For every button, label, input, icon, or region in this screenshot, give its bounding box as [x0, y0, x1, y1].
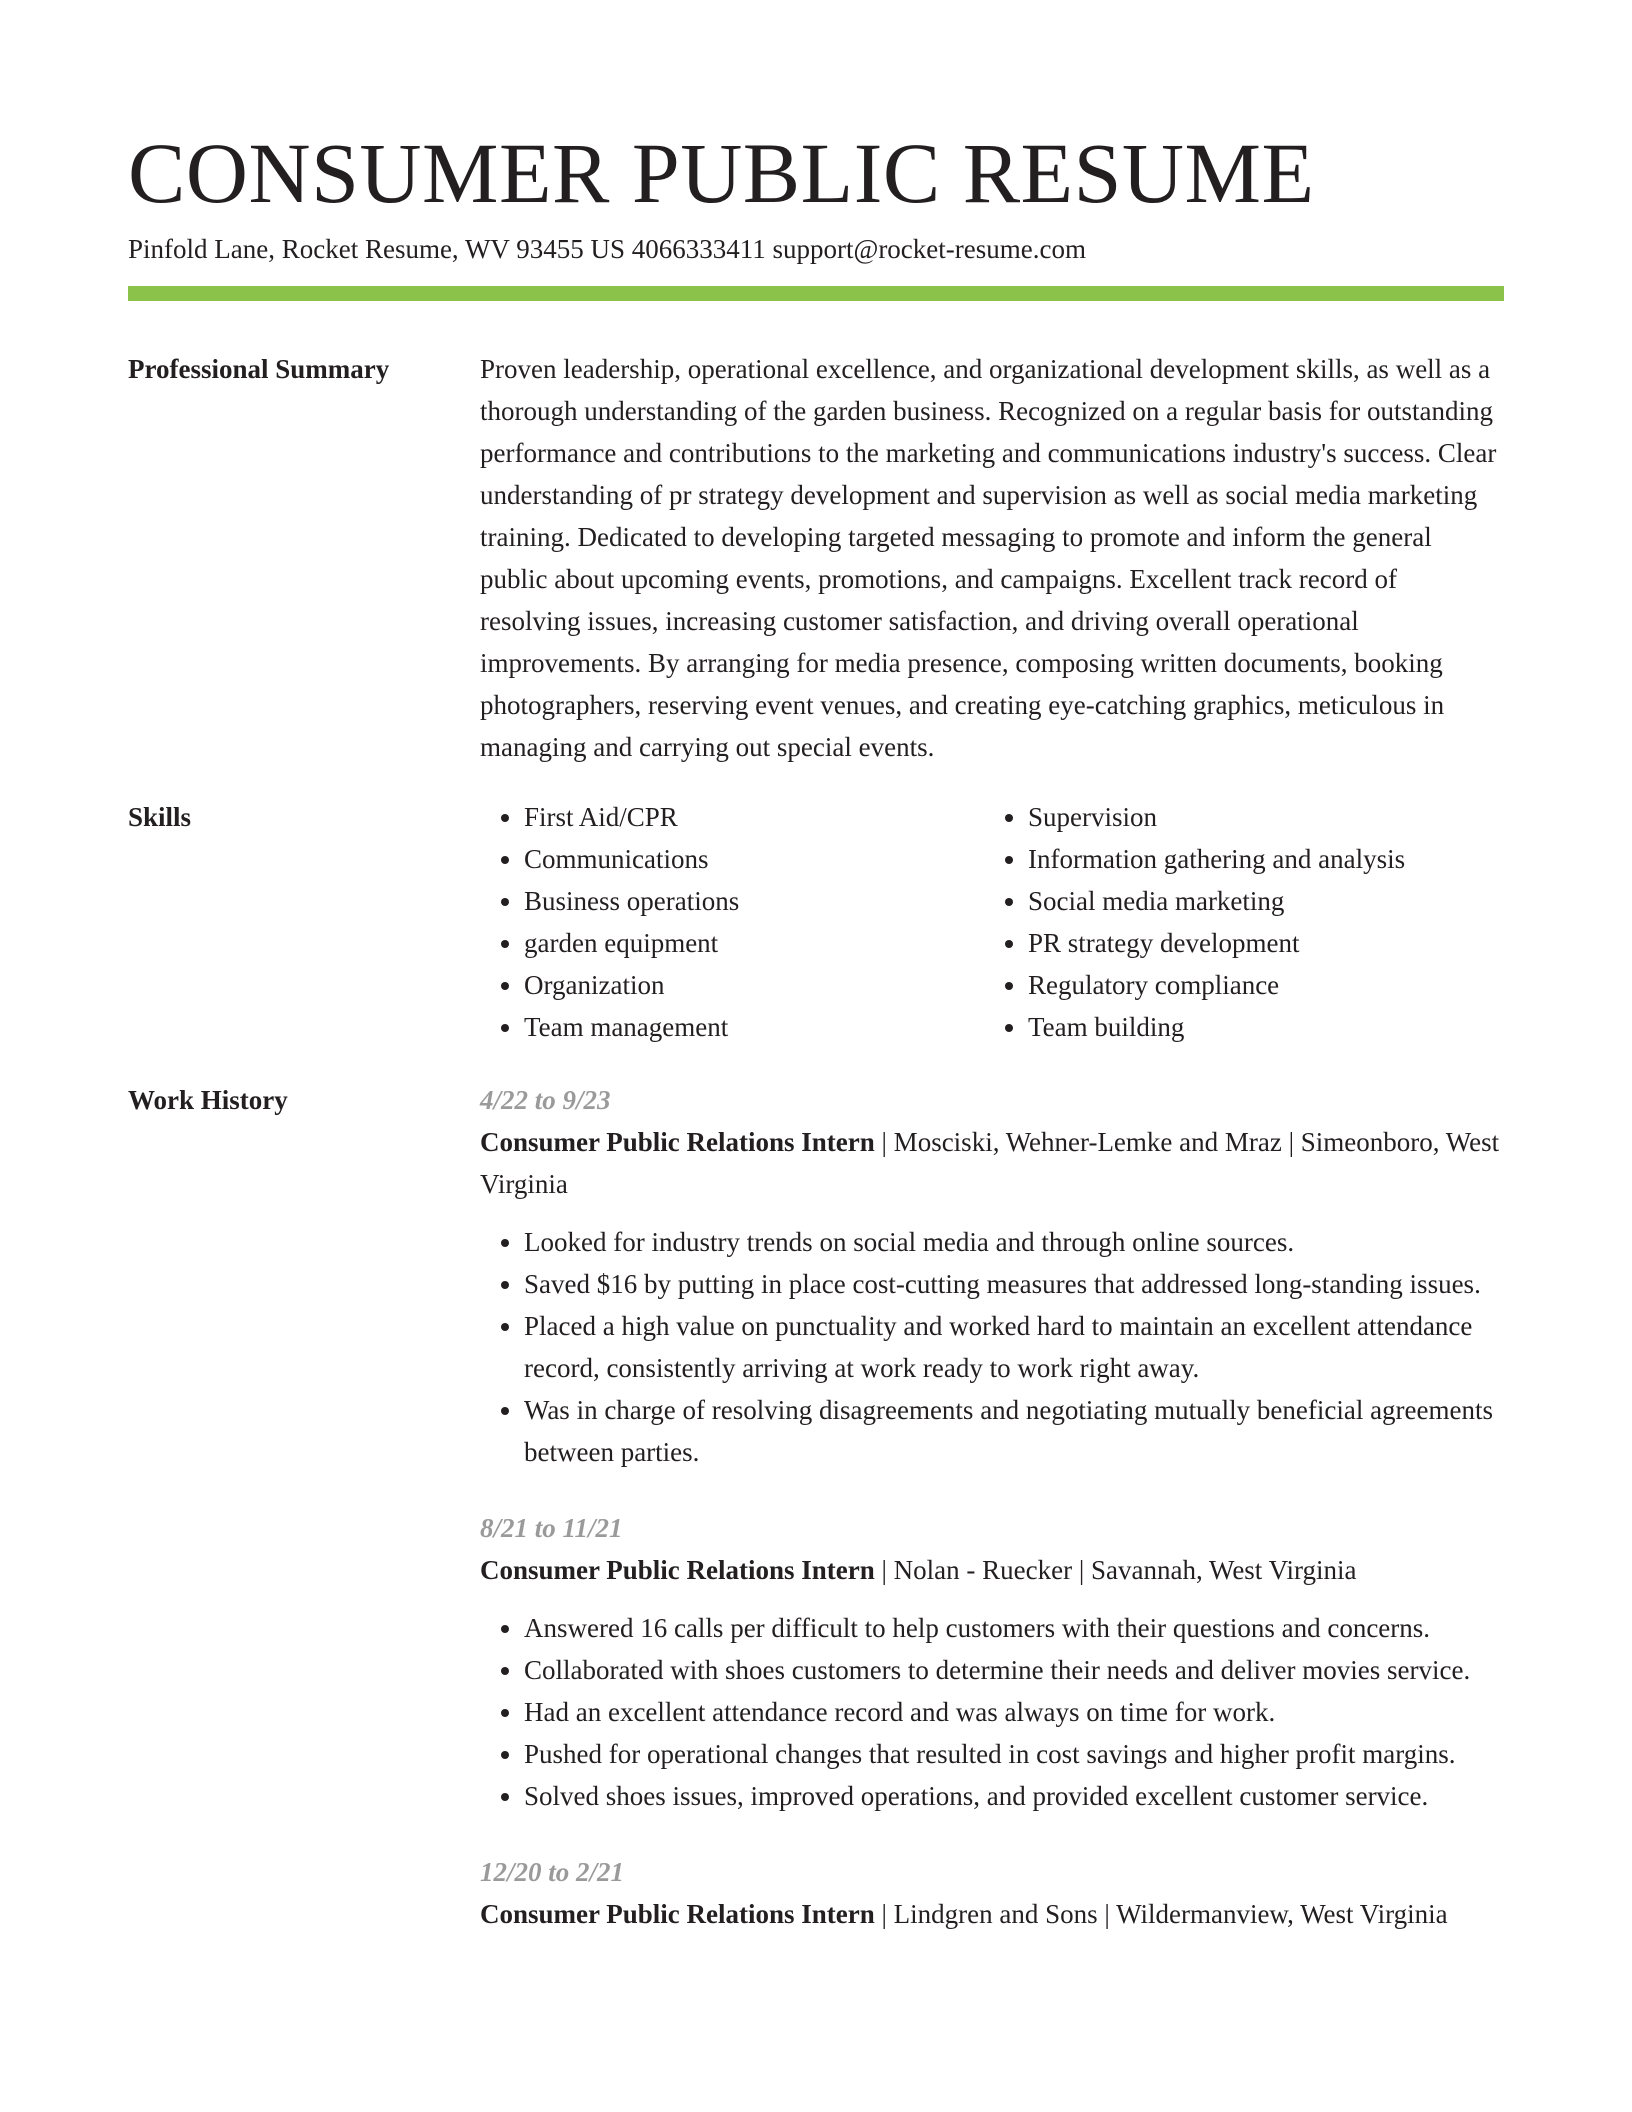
skill-item: • garden equipment — [524, 922, 984, 964]
skill-item: • Communications — [524, 838, 984, 880]
job-employer-location: | Lindgren and Sons | Wildermanview, West Virginia — [874, 1899, 1448, 1929]
job-bullet: • Answered 16 calls per difficult to help customers with their questions and concerns. — [524, 1607, 1504, 1649]
job-title: Consumer Public Relations Intern — [480, 1555, 875, 1585]
job-employer-location: | Mosciski, Wehner-Lemke and Mraz | Simeonboro, West Virginia — [480, 1127, 1500, 1199]
skills-left-list — [480, 796, 984, 1048]
summary-text: Proven leadership, operational excellence, and organizational development skills, as well as a thorough understanding of the garden business. Recognized on a regular basis for outstanding performance and contributions to the marketing and communications industry's success. Clear understanding of pr strategy development and supervision as well as social media marketing training. Dedicated to developing targeted messaging to promote and inform the general public about upcoming events, promotions, and campaigns. Excellent track record of resolving issues, increasing customer satisfaction, and driving overall operational improvements. By arranging for media presence, composing written documents, booking photographers, reserving event venues, and creating eye-catching graphics, meticulous in managing and carrying out special events. — [480, 354, 1497, 762]
job-title: Consumer Public Relations Intern — [480, 1127, 875, 1157]
skill-item: • Information gathering and analysis — [1028, 838, 1488, 880]
job-bullet-list — [480, 1221, 1504, 1473]
job-bullet: • Placed a high value on punctuality and worked hard to maintain an excellent attendance record, consistently arriving at work ready to work right away. — [524, 1305, 1504, 1389]
job-date: 4/22 to 9/23 — [480, 1085, 611, 1115]
skill-item: • Team building — [1028, 1006, 1488, 1048]
resume-name: CONSUMER PUBLIC RESUME — [128, 125, 1315, 221]
job-date: 12/20 to 2/21 — [480, 1857, 625, 1887]
job-employer-location: | Nolan - Ruecker | Savannah, West Virginia — [874, 1555, 1357, 1585]
job-bullet: • Looked for industry trends on social media and through online sources. — [524, 1221, 1504, 1263]
skills-right-list — [984, 796, 1488, 1048]
job-title: Consumer Public Relations Intern — [480, 1899, 875, 1929]
job-heading — [480, 1121, 1504, 1205]
contact-line: Pinfold Lane, Rocket Resume, WV 93455 US 4066333411 support@rocket-resume.com — [128, 234, 1086, 264]
job-bullet: • Solved shoes issues, improved operations, and provided excellent customer service. — [524, 1775, 1504, 1817]
skill-item: • Team management — [524, 1006, 984, 1048]
job-entry — [480, 1507, 1504, 1817]
summary-body — [480, 348, 1504, 768]
skills-columns — [480, 796, 1504, 1048]
job-bullet: • Had an excellent attendance record and was always on time for work. — [524, 1691, 1504, 1733]
job-heading — [480, 1549, 1504, 1591]
skill-item: • First Aid/CPR — [524, 796, 984, 838]
skill-item: • Supervision — [1028, 796, 1488, 838]
job-bullet: • Collaborated with shoes customers to determine their needs and deliver movies service. — [524, 1649, 1504, 1691]
skill-item: • Social media marketing — [1028, 880, 1488, 922]
job-heading — [480, 1893, 1504, 1935]
job-bullet-list — [480, 1607, 1504, 1817]
skill-item: • Regulatory compliance — [1028, 964, 1488, 1006]
skill-item: • PR strategy development — [1028, 922, 1488, 964]
job-entry — [480, 1851, 1504, 1935]
skill-item: • Business operations — [524, 880, 984, 922]
skills-label: Skills — [128, 802, 192, 832]
summary-label: Professional Summary — [128, 354, 390, 384]
work-history-label: Work History — [128, 1085, 288, 1115]
header-divider — [128, 286, 1504, 301]
job-bullet: • Was in charge of resolving disagreements and negotiating mutually beneficial agreements between parties. — [524, 1389, 1504, 1473]
work-history-body — [480, 1079, 1504, 1969]
skills-body — [480, 796, 1504, 1048]
job-date: 8/21 to 11/21 — [480, 1513, 623, 1543]
skill-item: • Organization — [524, 964, 984, 1006]
job-bullet: • Pushed for operational changes that resulted in cost savings and higher profit margins. — [524, 1733, 1504, 1775]
job-entry — [480, 1079, 1504, 1473]
job-bullet: • Saved $16 by putting in place cost-cutting measures that addressed long-standing issues. — [524, 1263, 1504, 1305]
